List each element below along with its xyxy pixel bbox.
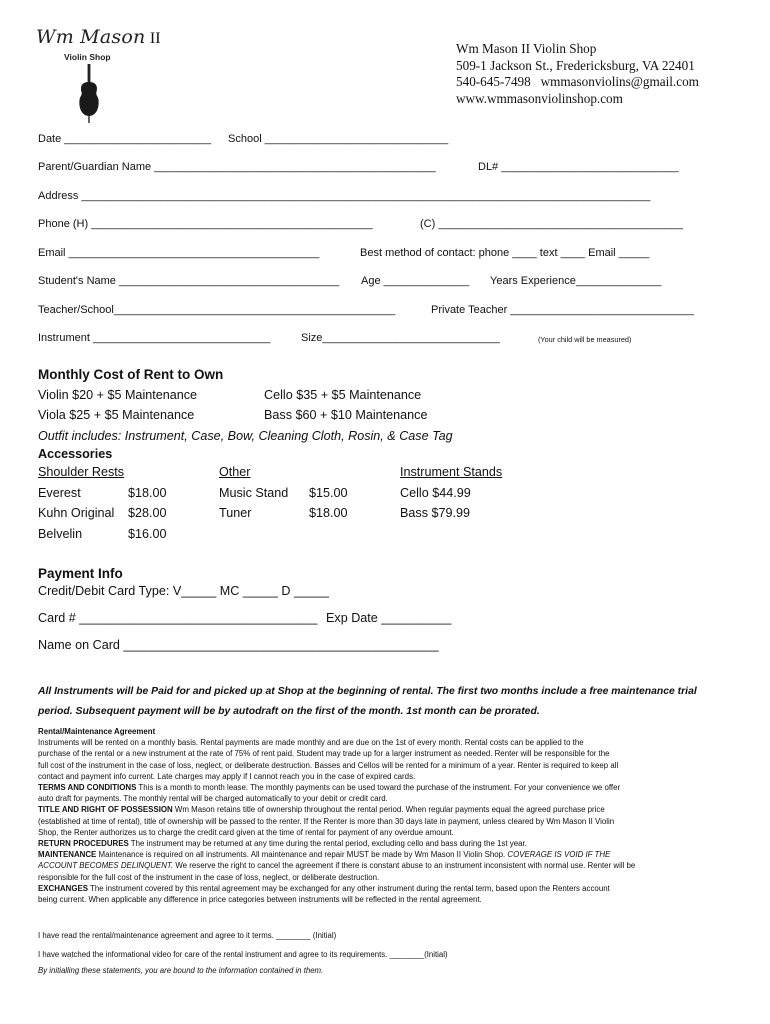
logo-roman: II xyxy=(149,30,161,47)
agreement-text: (established at time of rental), title of ownership will be passed to the renter. If the Renter is more than 30 days late in payment, unless cleared by Wm Mason II Violin xyxy=(38,816,615,826)
rental-agreement xyxy=(38,726,635,905)
address-field[interactable]: Address _____________________________________________________________________________________________ xyxy=(38,190,651,202)
agreement-text: Instruments will be rented on a monthly basis. Rental payments are made monthly and are due on the 1st of every month. Rental costs can be applied to the xyxy=(38,738,584,748)
years-experience-field[interactable]: Years Experience______________ xyxy=(490,275,662,287)
teacher-school-field[interactable]: Teacher/School______________________________________________ xyxy=(38,304,396,316)
shop-website: www.wmmasonviolinshop.com xyxy=(456,90,623,106)
rent-bass: Bass $60 + $10 Maintenance xyxy=(264,408,428,422)
agreement-text: Shop, the Renter authorizes us to charge the credit card given at the time of rental for payment of any overdue amount. xyxy=(38,827,454,837)
logo-subtitle: Violin Shop xyxy=(64,52,111,62)
stand-item: Cello $44.99 xyxy=(400,486,471,500)
shoulder-rest-name: Kuhn Original xyxy=(38,506,115,520)
shoulder-rest-name: Everest xyxy=(38,486,81,500)
name-on-card-field[interactable]: Name on Card _____________________________________________ xyxy=(38,638,439,652)
size-field[interactable]: Size_____________________________ xyxy=(301,332,500,344)
other-item-name: Tuner xyxy=(219,506,252,520)
title-label: TITLE AND RIGHT OF POSSESSION xyxy=(38,805,173,815)
shoulder-rest-price: $16.00 xyxy=(128,527,167,541)
policy-line-1: All Instruments will be Paid for and picked up at Shop at the beginning of rental. The first two months include a free maintenance trial xyxy=(38,686,697,697)
violin-icon xyxy=(74,64,104,124)
agreement-italic: ACCOUNT BECOMES DELINQUENT. xyxy=(38,861,174,871)
age-field[interactable]: Age ______________ xyxy=(361,275,470,287)
exchanges-label: EXCHANGES xyxy=(38,883,88,893)
rent-heading: Monthly Cost of Rent to Own xyxy=(38,367,224,382)
initial-video-field[interactable]: I have watched the informational video for care of the rental instrument and agree to its requirements. ________(Initial) xyxy=(38,950,448,959)
shop-phone: 540-645-7498 xyxy=(456,74,531,90)
other-item-name: Music Stand xyxy=(219,486,289,500)
exp-date-field[interactable]: Exp Date __________ xyxy=(326,611,452,625)
dl-field[interactable]: DL# _____________________________ xyxy=(478,161,679,173)
agreement-text: purchase of the rental or a new instrument at the rate of 75% of rent paid. Student may trade up for a larger instrument as needed. Renter will be responsible for the xyxy=(38,749,610,759)
home-phone-field[interactable]: Phone (H) ______________________________________________ xyxy=(38,218,373,230)
card-type-field[interactable]: Credit/Debit Card Type: V_____ MC _____ D _____ xyxy=(38,584,329,598)
initial-read-field[interactable]: I have read the rental/maintenance agreement and agree to it terms. ________ (Initial) xyxy=(38,931,337,940)
rent-viola: Viola $25 + $5 Maintenance xyxy=(38,408,195,422)
payment-heading: Payment Info xyxy=(38,566,123,581)
agreement-italic: COVERAGE IS VOID IF THE xyxy=(507,850,611,860)
email-field[interactable]: Email _________________________________________ xyxy=(38,247,320,259)
agreement-text: being current. When applicable any difference in price categories between instruments will be reflected in the rental agreement. xyxy=(38,895,482,905)
instrument-stands-heading: Instrument Stands xyxy=(400,465,503,479)
rent-violin: Violin $20 + $5 Maintenance xyxy=(38,388,198,402)
shoulder-rests-heading: Shoulder Rests xyxy=(38,465,125,479)
agreement-heading: Rental/Maintenance Agreement xyxy=(38,727,156,736)
bound-statement: By initialling these statements, you are bound to the information contained in them. xyxy=(38,966,324,975)
contact-method-field[interactable]: Best method of contact: phone ____ text ____ Email _____ xyxy=(360,247,650,259)
agreement-text: This is a month to month lease. The monthly payments can be used toward the purchase of the instrument. For your convenience we offer xyxy=(136,783,621,793)
shop-email: wmmasonviolins@gmail.com xyxy=(540,74,699,90)
cell-phone-field[interactable]: (C) ________________________________________ xyxy=(420,218,684,230)
agreement-text: full cost of the instrument in the case of loss, neglect, or deliberate destruction. Basses and Cellos will be rented for a minimum of a year. Renter is required to keep all xyxy=(38,760,619,770)
rent-cello: Cello $35 + $5 Maintenance xyxy=(264,388,422,402)
shoulder-rest-name: Belvelin xyxy=(38,527,83,541)
parent-name-field[interactable]: Parent/Guardian Name ______________________________________________ xyxy=(38,161,436,173)
agreement-text: The instrument may be returned at any time during the rental period, excluding cello and bass during the 1st year. xyxy=(128,839,527,849)
card-number-field[interactable]: Card # __________________________________ xyxy=(38,611,318,625)
agreement-text: responsible for the full cost of the instrument in the case of loss, neglect, or deliberate destruction. xyxy=(38,872,380,882)
shoulder-rest-price: $28.00 xyxy=(128,506,167,520)
shop-name: Wm Mason II Violin Shop xyxy=(456,41,597,56)
agreement-text: Maintenance is required on all instruments. All maintenance and repair MUST be made by Wm Mason II Violin Shop. xyxy=(96,850,508,860)
other-heading: Other xyxy=(219,465,251,479)
accessories-heading: Accessories xyxy=(38,447,113,461)
policy-line-2: period. Subsequent payment will be by autodraft on the first of the month. 1st month can be prorated. xyxy=(38,706,540,717)
terms-label: TERMS AND CONDITIONS xyxy=(38,783,137,793)
logo-script: Wm Mason xyxy=(36,26,146,48)
logo xyxy=(36,26,161,48)
private-teacher-field[interactable]: Private Teacher ______________________________ xyxy=(431,304,694,316)
instrument-field[interactable]: Instrument _____________________________ xyxy=(38,332,271,344)
shop-address: 509-1 Jackson St., Fredericksburg, VA 22401 xyxy=(456,57,695,73)
shop-contact xyxy=(456,74,699,91)
shoulder-rest-price: $18.00 xyxy=(128,486,167,500)
maintenance-label: MAINTENANCE xyxy=(38,850,97,860)
return-label: RETURN PROCEDURES xyxy=(38,839,129,849)
agreement-text: auto draft for payments. The monthly rental will be charged automatically to your debit or credit card. xyxy=(38,794,388,804)
student-name-field[interactable]: Student's Name ____________________________________ xyxy=(38,275,340,287)
agreement-text: We reserve the right to cancel the agreement if there is constant abuse to an instrument inconsistent with normal use. Renter will be xyxy=(173,861,636,871)
measure-note: (Your child will be measured) xyxy=(538,335,632,344)
agreement-text: The instrument covered by this rental agreement may be exchanged for any other instrument during the rental term, based upon the Renters account xyxy=(87,883,610,893)
outfit-includes: Outfit includes: Instrument, Case, Bow, Cleaning Cloth, Rosin, & Case Tag xyxy=(38,429,453,443)
other-item-price: $15.00 xyxy=(309,486,348,500)
shop-info xyxy=(456,41,699,107)
school-field[interactable]: School ______________________________ xyxy=(228,133,449,145)
other-item-price: $18.00 xyxy=(309,506,348,520)
agreement-text: Wm Mason retains title of ownership throughout the rental period. When regular payments equal the agreed purchase price xyxy=(172,805,605,815)
stand-item: Bass $79.99 xyxy=(400,506,471,520)
date-field[interactable]: Date ________________________ xyxy=(38,133,212,145)
agreement-text: contact and payment info current. Late charges may apply if I cannot reach you in the case of expired cards. xyxy=(38,771,416,781)
